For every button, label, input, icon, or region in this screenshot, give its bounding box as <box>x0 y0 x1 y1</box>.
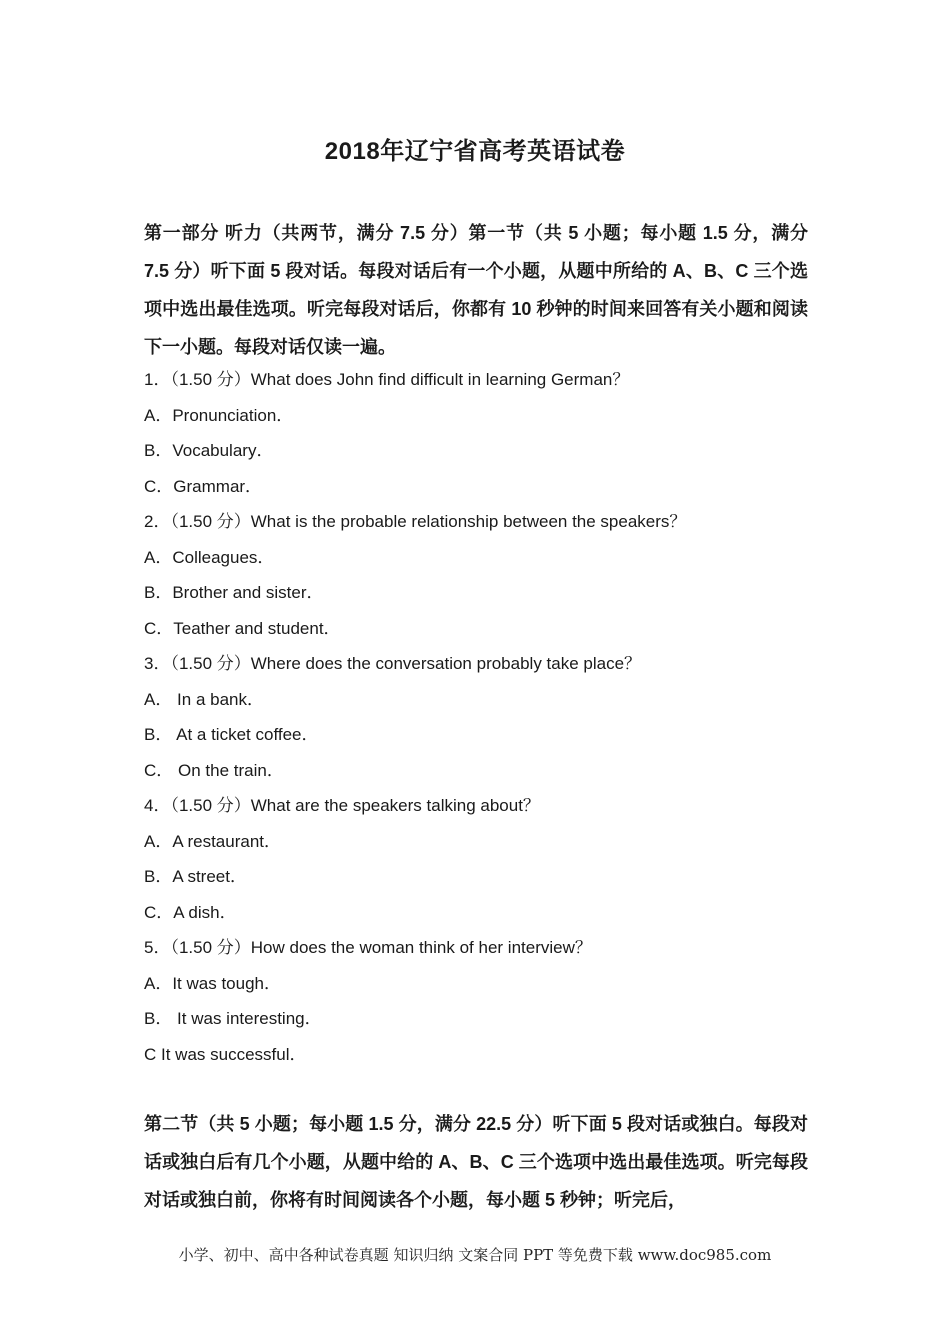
question-1-option-a: A．Pronunciation． <box>144 406 294 425</box>
question-4-option-a: A．A restaurant． <box>144 832 282 851</box>
question-2-option-a: A．Colleagues． <box>144 548 275 567</box>
question-5-option-c: C It was successful． <box>144 1045 307 1064</box>
question-5-option-b: B． It was interesting． <box>144 1009 322 1028</box>
question-2-option-b: B．Brother and sister． <box>144 583 324 602</box>
question-3-stem: 3．（1.50 分）Where does the conversation probably take place？ <box>144 654 642 673</box>
question-3-option-c: C． On the train． <box>144 761 284 780</box>
document-title: 2018年辽宁省高考英语试卷 <box>324 138 626 165</box>
question-2-stem: 2．（1.50 分）What is the probable relationship between the speakers？ <box>144 512 687 531</box>
question-5-stem: 5．（1.50 分）How does the woman think of her interview？ <box>144 938 592 957</box>
question-1-option-c: C．Grammar． <box>144 477 263 496</box>
question-4-option-b: B．A street． <box>144 867 247 886</box>
question-2-option-c: C．Teather and student． <box>144 619 341 638</box>
question-3-option-a: A． In a bank． <box>144 690 265 709</box>
page-footer: 小学、初中、高中各种试卷真题 知识归纳 文案合同 PPT 等免费下载 www.doc985.com <box>178 1246 772 1264</box>
question-5-option-a: A．It was tough． <box>144 974 282 993</box>
question-3-option-b: B． At a ticket coffee． <box>144 725 319 744</box>
question-4-option-c: C．A dish． <box>144 903 237 922</box>
part2-instructions: 第二节（共 5 小题；每小题 1.5 分，满分 22.5 分）听下面 5 段对话或独白。每段对话或独白后有几个小题，从题中给的 A、B、C 三个选项中选出最佳选项。听完每段对话或独白前，你将有时间阅读各个小题，每小题 5 秒钟；听完后， <box>144 1114 808 1210</box>
question-4-stem: 4．（1.50 分）What are the speakers talking about？ <box>144 796 540 815</box>
question-1-stem: 1．（1.50 分）What does John find difficult in learning German？ <box>144 370 630 389</box>
question-1-option-b: B．Vocabulary． <box>144 441 274 460</box>
part1-instructions: 第一部分 听力（共两节，满分 7.5 分）第一节（共 5 小题；每小题 1.5 分，满分 7.5 分）听下面 5 段对话。每段对话后有一个小题，从题中所给的 A、B、C 三个选项中选出最佳选项。听完每段对话后，你都有 10 秒钟的时间来回答有关小题和阅读下一小题。每段对话仅读一遍。 <box>144 223 808 357</box>
